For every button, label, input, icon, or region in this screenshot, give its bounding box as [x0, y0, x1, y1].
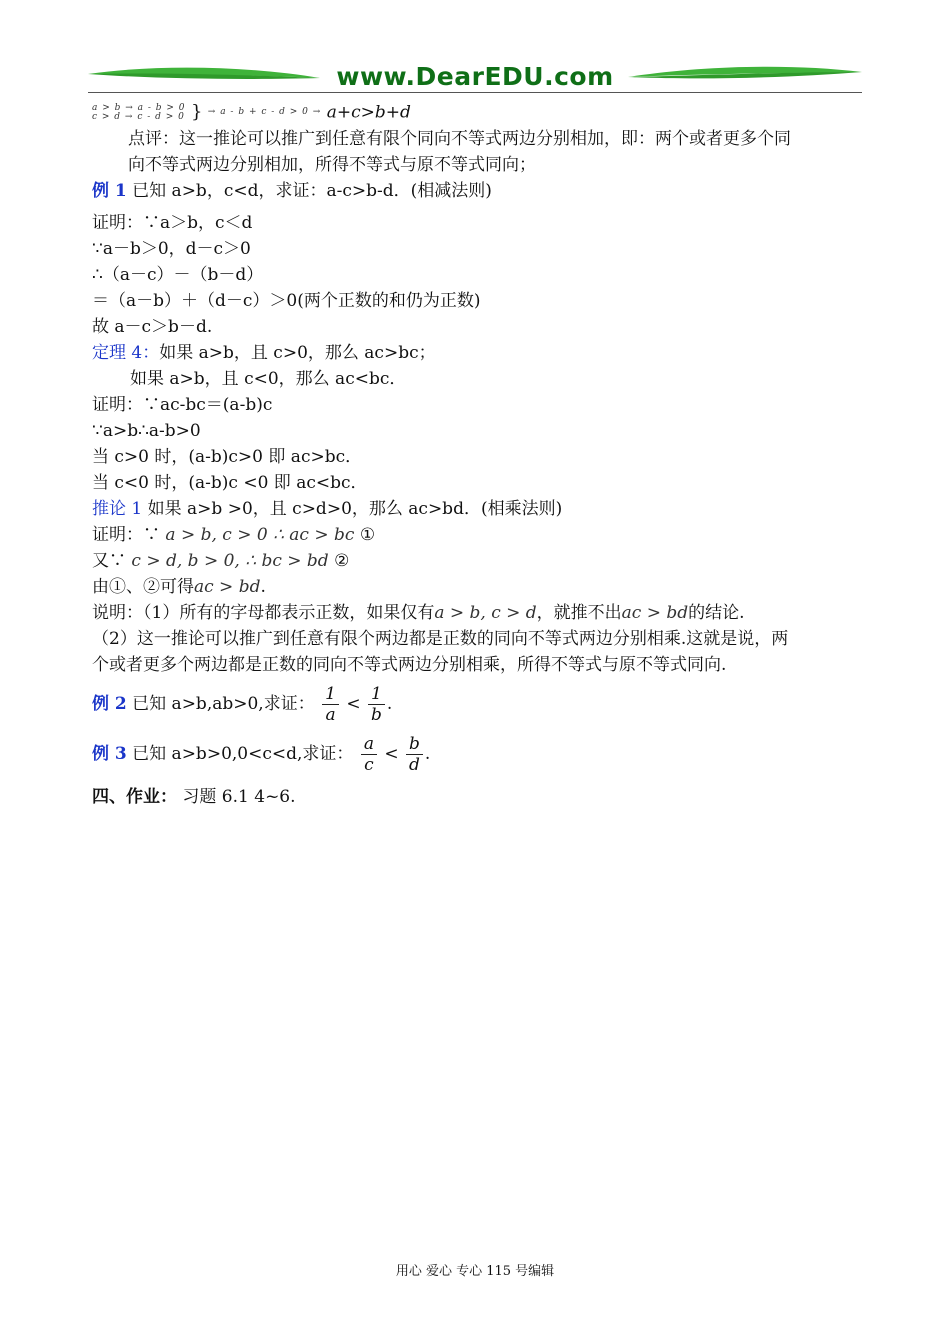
site-logo: www.DearEDU.com [336, 62, 614, 91]
note-mid: ，就推不出 [536, 603, 622, 623]
homework-label: 四、作业： [92, 787, 177, 807]
header-divider [88, 92, 862, 93]
proof-2-line-2: ∵a>b∴a-b>0 [92, 421, 201, 441]
note-suffix: 的结论. [688, 603, 745, 623]
corollary-1-label: 推论 1 [92, 499, 143, 519]
fraction-a-over-c: $\frac{a}{c}$ [361, 734, 377, 775]
proof-2-line-4: 当 c<0 时，(a-b)c <0 即 ac<bc． [92, 473, 368, 493]
example-2-text: 已知 a>b,ab>0,求证： [126, 694, 315, 714]
comment-line-1: 点评：这一推论可以推广到任意有限个同向不等式两边分别相加，即：两个或者更多个同 [128, 129, 791, 149]
proof-1-line-5: 故 a－c＞b－d. [92, 317, 213, 337]
note-line-2: （2）这一推论可以推广到任意有限个两边都是正数的同向不等式两边分别相乘.这就是说，两 [92, 629, 789, 649]
corollary-1-text: 如果 a>b >0，且 c>d>0，那么 ac>bd．(相乘法则) [142, 499, 563, 519]
example-1 [92, 180, 492, 202]
proof-3-prefix: 证明：∵ [92, 525, 166, 545]
formula-line [92, 101, 411, 124]
proof-3-math-3: ac > bd [194, 577, 261, 597]
proof-3-math-2: c > d, b > 0, ∴ bc > bd [131, 551, 329, 571]
homework [92, 786, 296, 808]
proof-1-line-3: ∴（a－c）－（b－d） [92, 265, 264, 285]
example-2-label: 例 2 [92, 694, 127, 714]
example-3-text: 已知 a>b>0,0<c<d,求证： [126, 744, 354, 764]
theorem-4 [92, 342, 436, 364]
example-1-text: 已知 a>b，c<d，求证：a-c>b-d．(相减法则) [126, 181, 492, 201]
homework-text: 习题 6.1 4~6. [177, 787, 296, 807]
proof-1-line-4: ＝（a－b）＋（d－c）＞0(两个正数的和仍为正数) [92, 291, 481, 311]
example-3-label: 例 3 [92, 744, 127, 764]
proof-3-line-2 [92, 550, 349, 572]
circle-mark-1: ① [354, 525, 376, 545]
proof-3-line-1 [92, 524, 375, 546]
note-prefix: 说明：（1）所有的字母都表示正数，如果仅有 [92, 603, 435, 623]
circle-mark-2: ② [328, 551, 350, 571]
page-footer: 用心 爱心 专心 115 号编辑 [395, 1264, 555, 1279]
less-than-2: < [384, 744, 399, 764]
proof-3-line-3 [92, 576, 266, 598]
formula-small-mid: → a - b + c - d > 0 → [207, 107, 322, 117]
site-header [88, 60, 862, 94]
proof-3-math-1: a > b, c > 0 ∴ ac > bc [165, 525, 355, 545]
example-1-label: 例 1 [92, 181, 127, 201]
formula-result: a+c>b+d [326, 102, 411, 123]
formula-small-top: a > b → a - b > 0 [92, 102, 186, 113]
fraction-1-over-b: $\frac{1}{b}$ [368, 684, 385, 725]
proof-3-prefix-3: 由①、②可得 [92, 577, 194, 597]
formula-small-bottom: c > d → c - d > 0 [92, 111, 185, 122]
less-than: < [346, 694, 361, 714]
note-line-1 [92, 602, 745, 624]
proof-1-line-2: ∵a－b＞0，d－c＞0 [92, 239, 251, 259]
theorem-4-line-2: 如果 a>b，且 c<0，那么 ac<bc． [130, 369, 407, 389]
comment-line-2: 向不等式两边分别相加，所得不等式与原不等式同向； [128, 155, 536, 175]
theorem-4-text: 如果 a>b，且 c>0，那么 ac>bc； [159, 343, 436, 363]
period-2: . [424, 744, 431, 764]
note-math-1: a > b, c > d [434, 603, 537, 623]
corollary-1 [92, 498, 562, 520]
theorem-4-label: 定理 4： [92, 343, 160, 363]
proof-1-line-1: 证明：∵a＞b，c＜d [92, 213, 253, 233]
example-3 [92, 732, 430, 776]
note-math-2: ac > bd [621, 603, 689, 623]
proof-2-line-1: 证明：∵ac-bc＝(a-b)c [92, 395, 273, 415]
example-2 [92, 682, 392, 726]
brace: } [190, 101, 203, 123]
note-line-3: 个或者更多个两边都是正数的同向不等式两边分别相乘，所得不等式与原不等式同向. [92, 655, 727, 675]
fraction-1-over-a: $\frac{1}{a}$ [322, 684, 339, 725]
proof-3-prefix-2: 又∵ [92, 551, 132, 571]
proof-3-period: . [260, 577, 266, 597]
fraction-b-over-d: $\frac{b}{d}$ [406, 734, 423, 775]
period: . [386, 694, 393, 714]
proof-2-line-3: 当 c>0 时，(a-b)c>0 即 ac>bc． [92, 447, 363, 467]
